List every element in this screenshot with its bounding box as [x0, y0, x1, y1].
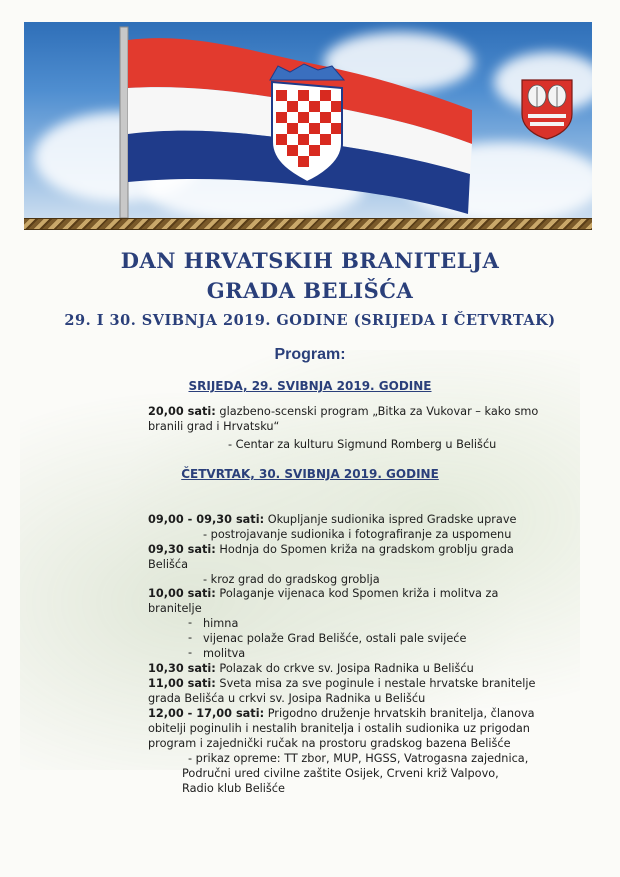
event-time: 12,00 - 17,00 sati:	[148, 707, 265, 720]
bullet-dash: -	[188, 646, 193, 659]
event-time: 11,00 sati:	[148, 677, 216, 690]
day2-event-1	[148, 512, 516, 527]
event-time: 09,00 - 09,30 sati:	[148, 513, 265, 526]
day2-event-6-sub-2: Područni ured civilne zaštite Osijek, Crveni križ Valpovo,	[182, 767, 499, 780]
day2-heading: ČETVRTAK, 30. SVIBNJA 2019. GODINE	[181, 467, 439, 481]
event-text-cont: branitelje	[148, 602, 202, 615]
day2-event-6	[148, 706, 544, 751]
day2-event-5	[148, 676, 544, 706]
event-text: Polaganje vijenaca kod Spomen križa i molitva za	[219, 587, 499, 600]
bullet-dash: -	[188, 631, 193, 644]
belisce-coat-of-arms	[520, 78, 574, 140]
day2-event-2	[148, 542, 544, 572]
day2-event-2-sub: - kroz grad do gradskog groblja	[203, 573, 380, 586]
header-photo	[24, 22, 592, 218]
event-text: glazbeno-scenski program „Bitka za Vukovar – kako smo	[219, 405, 539, 418]
event-time: 10,00 sati:	[148, 587, 216, 600]
day2-event-6-sub-3: Radio klub Belišće	[182, 782, 285, 795]
event-time: 20,00 sati:	[148, 405, 216, 418]
event-text-cont: grada Belišća u crkvi sv. Josipa Radnika u Belišću	[148, 692, 426, 705]
title-line-2: GRADA BELIŠĆA	[206, 278, 414, 303]
event-text-cont: program i zajednički ručak na prostoru gradskog bazena Belišće	[148, 737, 511, 750]
day1-heading: SRIJEDA, 29. SVIBNJA 2019. GODINE	[188, 379, 432, 393]
croatian-flag-image	[24, 22, 592, 218]
rope-divider	[24, 218, 592, 230]
event-text: Polazak do crkve sv. Josipa Radnika u Belišću	[219, 662, 474, 675]
day2-event-3-sub-2: vijenac polaže Grad Belišće, ostali pale svijeće	[203, 632, 467, 645]
event-text-cont: Belišća	[148, 558, 188, 571]
day1-event-1	[148, 404, 544, 434]
day2-event-3-sub-1: himna	[203, 617, 239, 630]
day1-event-1-venue: - Centar za kulturu Sigmund Romberg u Belišću	[228, 438, 497, 451]
event-time: 09,30 sati:	[148, 543, 216, 556]
day2-event-3-sub-3: molitva	[203, 647, 246, 660]
day2-event-3	[148, 586, 544, 616]
event-text: Okupljanje sudionika ispred Gradske uprave	[267, 513, 517, 526]
event-text: Sveta misa za sve poginule i nestale hrvatske branitelje	[219, 677, 536, 690]
event-text-cont: branili grad i Hrvatsku“	[148, 420, 280, 433]
bullet-dash: -	[188, 616, 193, 629]
day2-event-4	[148, 661, 474, 676]
event-dates: 29. I 30. SVIBNJA 2019. GODINE (SRIJEDA I ČETVRTAK)	[64, 312, 556, 329]
event-text: Hodnja do Spomen križa na gradskom groblju grada	[219, 543, 514, 556]
program-label: Program:	[274, 346, 346, 363]
day2-event-6-sub-1: - prikaz opreme: TT zbor, MUP, HGSS, Vatrogasna zajednica,	[188, 752, 529, 765]
day2-event-1-sub: - postrojavanje sudionika i fotografiranje za uspomenu	[203, 528, 512, 541]
event-text-cont: obitelji poginulih i nestalih branitelja i ostalih sudionika uz prigodan	[148, 722, 530, 735]
event-text: Prigodno druženje hrvatskih branitelja, članova	[267, 707, 535, 720]
title-line-1: DAN HRVATSKIH BRANITELJA	[120, 248, 500, 273]
event-time: 10,30 sati:	[148, 662, 216, 675]
